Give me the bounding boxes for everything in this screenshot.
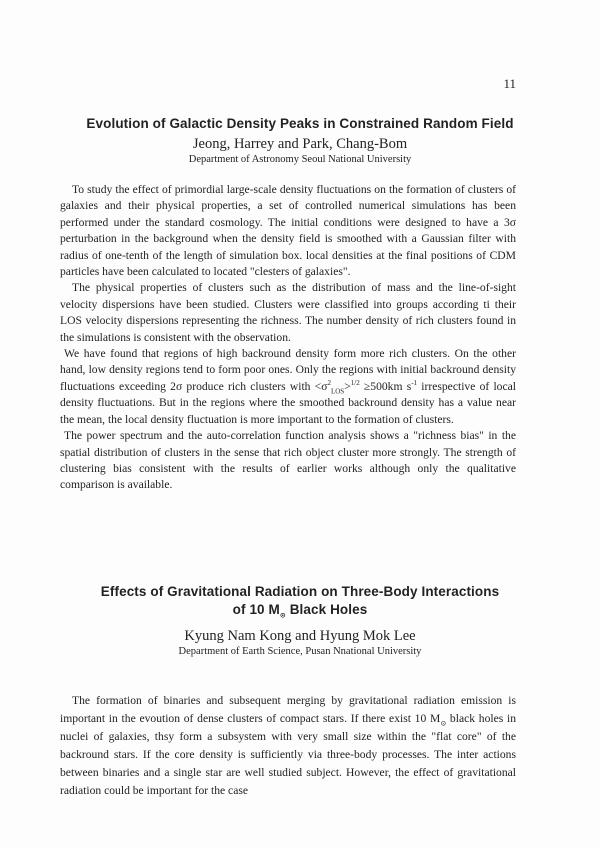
p3-text-b: >: [344, 379, 351, 393]
article1-paragraph-2: The physical properties of clusters such as the distribution of mass and the line-of-sight velocity dispersions have been studied. Clusters were classified into groups according ti their LOS velocity dispersions representing the richness. The number density of rich clusters found in the simulations is consistent with the observation.: [60, 281, 516, 344]
p3-sup-1: 2: [327, 379, 331, 388]
article2-title-part-a: of 10 M: [232, 602, 280, 617]
article2-title-part-b: Black Holes: [285, 602, 368, 617]
article2-title-line1: Effects of Gravitational Radiation on Three-Body Interactions: [100, 584, 500, 599]
article2-authors: Kyung Nam Kong and Hyung Mok Lee: [184, 628, 416, 644]
article1-affiliation: Department of Astronomy Seoul National University: [188, 154, 412, 165]
sun-symbol: ⊙: [440, 719, 447, 728]
p1-text-b: black holes in nuclei of galaxies, thsy form a subsystem with very small size within the "flat core" of the backround stars. If the core density is sufficiently via three-body processes. The inter actions between binaries and a single star are well studied subject. However, the effect of gravitational radiation could be important for the case: [60, 712, 516, 797]
page-number: 11: [503, 76, 516, 91]
p1-text-a: The formation of binaries and subsequent merging by gravitational radiation emission is important in the evoution of dense clusters of compact stars. If there exist 10 M: [60, 694, 516, 725]
article1-paragraph-1: To study the effect of primordial large-scale density fluctuations on the formation of clusters of galaxies and their physical properties, a set of controlled numerical simulations has been performed under the standard cosmology. The initial conditions were designed to have a 3σ perturbation in the background when the density field is smoothed with a Gaussian filter with radius of one-tenth of the length of simulation box. local densities at the final positions of CDM particles have been calculated to located "clesters of galaxies".: [60, 183, 516, 279]
p3-sub-1: LOS: [330, 387, 345, 396]
article1-paragraph-4: The power spectrum and the auto-correlation function analysis shows a "richness bias" in the spatial distribution of clusters in the sense that rich object cluster more strongly. The strength of clustering bias consistent with the results of earlier works although only the qualitative comparison is available.: [60, 429, 516, 492]
p3-text-c: ≥500km s: [359, 379, 412, 393]
p3-sup-3: -1: [411, 379, 418, 388]
article1-title: Evolution of Galactic Density Peaks in Constrained Random Field: [86, 116, 514, 131]
article2-body: [60, 692, 516, 800]
article1-paragraph-3: [60, 346, 516, 428]
article1-authors: Jeong, Harrey and Park, Chang-Bom: [192, 136, 408, 152]
p3-text-d: irrespective of local density fluctuations. But in the regions where the smoothed backround density has a value near the mean, the local density fluctuation is more important to the formation of clusters.: [60, 379, 516, 426]
article2-paragraph-1: [60, 692, 516, 800]
article1-body: [60, 182, 516, 494]
p3-sup-2: 1/2: [350, 379, 360, 388]
p3-text-a: We have found that regions of high backround density form more rich clusters. On the other hand, low density regions tend to form poor ones. Only the regions with initial backround density fluctuations exceeding 2σ produce rich clusters with <σ: [60, 347, 516, 393]
sun-symbol: ⊙: [279, 612, 286, 620]
article2-title-line2: [0, 602, 600, 620]
article2-affiliation: Department of Earth Science, Pusan Nnational University: [178, 646, 422, 657]
